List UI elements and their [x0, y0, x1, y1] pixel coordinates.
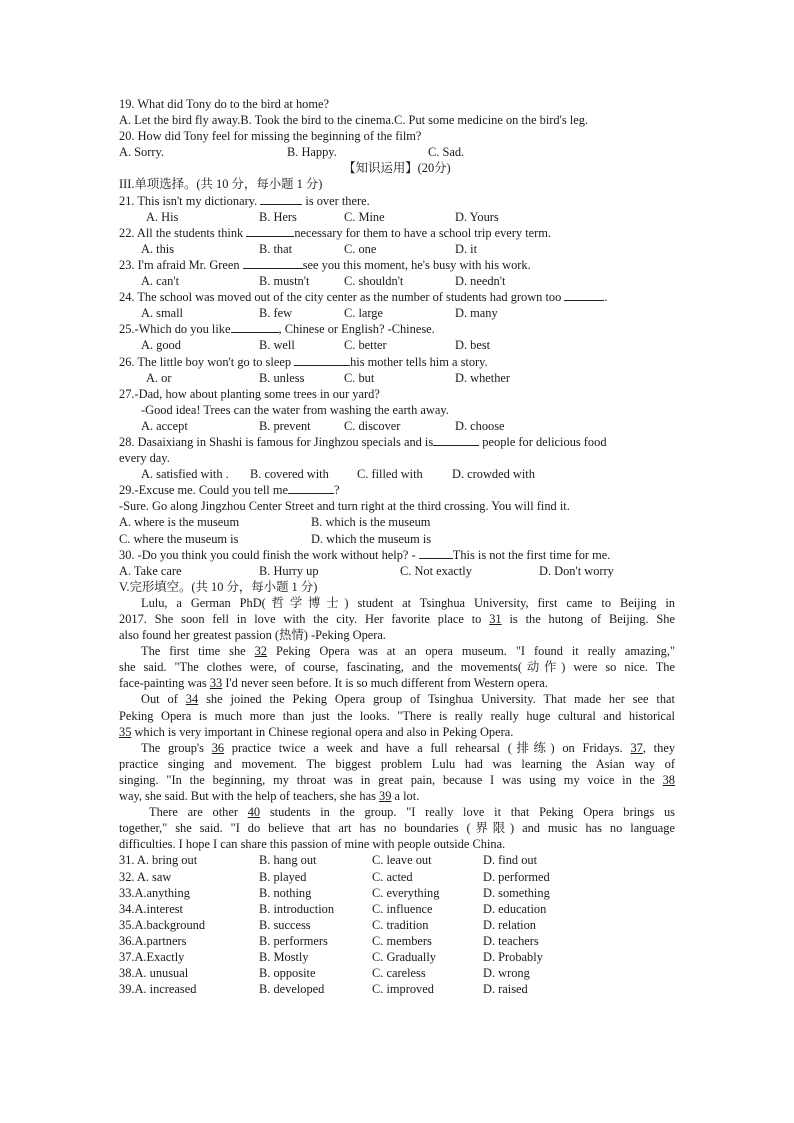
- passage-text: There are other: [149, 805, 248, 820]
- passage-text: 2017. She soon fell in love with the city. Her favorite place to: [119, 612, 490, 626]
- cloze-option-row: [119, 901, 675, 917]
- option-c: C. Sad.: [428, 145, 465, 160]
- answer-blank: [294, 354, 350, 366]
- passage-line: [119, 756, 675, 772]
- question-25: [119, 321, 675, 337]
- passage-text: a lot.: [391, 789, 420, 804]
- passage-line: [119, 788, 675, 804]
- q24-text-a: 24. The school was moved out of the city center as the number of students had grown too: [119, 290, 565, 305]
- blank-number: 39: [379, 789, 392, 804]
- option-a: 34.A.interest: [119, 901, 184, 916]
- q26-text-a: 26. The little boy won't go to sleep: [119, 354, 295, 369]
- answer-blank: [288, 482, 334, 494]
- question-30-options: [119, 563, 675, 579]
- cloze-option-row: [119, 852, 675, 868]
- passage-text: Peking Opera was at an opera museum. "I found it really amazing,": [267, 644, 675, 659]
- answer-blank: [564, 289, 604, 301]
- question-19: [119, 96, 675, 112]
- option-b: B. Hurry up: [259, 563, 319, 578]
- cloze-option-row: [119, 885, 675, 901]
- question-25-options: [119, 337, 675, 353]
- option-c: C. one: [344, 241, 377, 256]
- blank-number: 35: [119, 724, 132, 739]
- option-d: D. something: [483, 885, 550, 900]
- passage-text: is the hutong of Beijing. She: [501, 612, 675, 626]
- section-3-heading: III.单项选择。(共 10 分，每小题 1 分): [119, 177, 323, 192]
- option-c: C. acted: [372, 869, 413, 884]
- question-27: [119, 386, 675, 402]
- question-24-options: [119, 305, 675, 321]
- option-a: 38.A. unusual: [119, 966, 189, 981]
- blank-number: 37: [630, 740, 643, 755]
- question-27-reply: [119, 402, 675, 418]
- option-d: D. Probably: [483, 949, 543, 964]
- answer-blank: [231, 321, 279, 333]
- option-a: 39.A. increased: [119, 982, 197, 997]
- option-b: B. nothing: [259, 885, 312, 900]
- passage-text: together," she said. "I do believe that art has no boundaries (界限) and music has no language: [119, 821, 675, 836]
- cloze-option-row: [119, 933, 675, 949]
- option-a: A. this: [141, 241, 175, 256]
- question-28-cont: [119, 450, 675, 466]
- answer-blank: [246, 225, 294, 237]
- question-30: [119, 547, 675, 563]
- option-a: A. where is the museum: [119, 515, 240, 530]
- passage-line: [119, 595, 675, 611]
- option-d: D. needn't: [455, 274, 506, 289]
- question-26-options: [119, 370, 675, 386]
- option-d: D. Don't worry: [539, 563, 614, 578]
- option-d: D. relation: [483, 917, 536, 932]
- option-b: B. success: [259, 917, 311, 932]
- option-b: B. hang out: [259, 853, 317, 868]
- option-a: A. satisfied with .: [141, 467, 229, 482]
- passage-line: [119, 659, 675, 675]
- option-d: D. wrong: [483, 966, 530, 981]
- blank-number: 40: [247, 805, 261, 820]
- passage-line: [119, 804, 675, 820]
- blank-number: 32: [254, 644, 267, 659]
- option-a: 37.A.Exactly: [119, 949, 185, 964]
- option-c: C. careless: [372, 966, 426, 981]
- passage-line: [119, 611, 675, 627]
- passage-text: The first time she: [141, 644, 255, 659]
- passage-text: , they: [642, 740, 676, 755]
- option-b: B. few: [259, 306, 293, 321]
- question-20: [119, 128, 675, 144]
- passage-text: I'd never seen before. It is so much different from Western opera.: [222, 676, 548, 691]
- passage-line: [119, 820, 675, 836]
- passage-text: she joined the Peking Opera group of Tsinghua University. That made her see that: [198, 692, 675, 707]
- q23-text-b: see you this moment, he's busy with his work.: [302, 257, 531, 272]
- option-d: D. it: [455, 241, 478, 256]
- blank-number: 31: [489, 612, 502, 626]
- q22-text-b: necessary for them to have a school trip every term.: [294, 225, 552, 240]
- option-b: B. that: [259, 241, 293, 256]
- option-a: A. or: [146, 370, 172, 385]
- option-d: D. choose: [455, 418, 505, 433]
- option-a: A. Take care: [119, 563, 182, 578]
- passage-line: [119, 836, 675, 852]
- option-c: C. leave out: [372, 853, 432, 868]
- q25-text-b: , Chinese or English? -Chinese.: [278, 322, 435, 337]
- question-26: [119, 354, 675, 370]
- option-c: C. improved: [372, 982, 434, 997]
- q28-text-b: people for delicious food: [479, 434, 607, 449]
- question-19-options: [119, 112, 675, 128]
- option-d: D. Yours: [455, 209, 499, 224]
- question-23: [119, 257, 675, 273]
- question-21: [119, 193, 675, 209]
- option-c: C. Not exactly: [400, 563, 472, 578]
- passage-text: also found her greatest passion (热情) -Peking Opera.: [119, 628, 387, 643]
- passage-text: students in the group. "I really love it that Peking Opera brings us: [260, 805, 675, 820]
- option-d: D. performed: [483, 869, 550, 884]
- section-5-heading: V.完形填空。(共 10 分，每小题 1 分): [119, 579, 318, 594]
- q24-text-b: .: [604, 290, 608, 305]
- q27-text-a: 27.-Dad, how about planting some trees in our yard?: [119, 386, 380, 401]
- passage-text: she said. "The clothes were, of course, fascinating, and the movements(动作) were so nice. The: [119, 660, 675, 675]
- option-b: B. opposite: [259, 966, 316, 981]
- blank-number: 38: [662, 772, 675, 787]
- blank-number: 36: [211, 740, 225, 755]
- passage-text: which is very important in Chinese regional opera and also in Peking Opera.: [131, 724, 514, 739]
- option-d: D. which the museum is: [311, 531, 432, 546]
- question-29-options-ab: [119, 514, 675, 530]
- question-19-text: 19. What did Tony do to the bird at home?: [119, 97, 329, 111]
- q26-text-b: his mother tells him a story.: [350, 354, 488, 369]
- question-28: [119, 434, 675, 450]
- option-d: D. education: [483, 901, 547, 916]
- option-a: A. can't: [141, 274, 180, 289]
- cloze-passage: [119, 595, 675, 853]
- option-c: C. where the museum is: [119, 531, 239, 546]
- q29-text-b: ?: [333, 483, 340, 498]
- option-b: B. prevent: [259, 418, 311, 433]
- option-c: C. Mine: [344, 209, 385, 224]
- q30-text-b: This is not the first time for me.: [452, 547, 611, 562]
- passage-line: [119, 772, 675, 788]
- passage-text: singing. "In the beginning, my throat was in great pain, because I was using my voice in the: [119, 772, 663, 787]
- answer-blank: [419, 547, 453, 559]
- option-a: A. His: [146, 209, 179, 224]
- passage-text: Peking Opera is much more than just the looks. "There is really really huge cultural and historical: [119, 708, 675, 723]
- option-b: B. performers: [259, 933, 328, 948]
- question-22-options: [119, 241, 675, 257]
- passage-line: [119, 708, 675, 724]
- cloze-option-row: [119, 981, 675, 997]
- q21-text-a: 21. This isn't my dictionary.: [119, 193, 261, 208]
- q25-text-a: 25.-Which do you like: [119, 322, 231, 337]
- option-b: B. Hers: [259, 209, 297, 224]
- blank-number: 34: [185, 692, 199, 707]
- question-29-reply: [119, 498, 675, 514]
- option-a: A. accept: [141, 418, 188, 433]
- cloze-option-row: [119, 869, 675, 885]
- passage-line: [119, 724, 675, 740]
- option-c: C. tradition: [372, 917, 429, 932]
- option-d: D. raised: [483, 982, 528, 997]
- question-29: [119, 482, 675, 498]
- option-a: A. good: [141, 338, 181, 353]
- question-20-text: 20. How did Tony feel for missing the beginning of the film?: [119, 129, 422, 144]
- q22-text-a: 22. All the students think: [119, 225, 247, 240]
- passage-text: practice twice a week and have a full rehearsal (排练) on Fridays.: [224, 740, 631, 755]
- passage-text: Out of: [141, 692, 186, 707]
- option-b: B. mustn't: [259, 274, 310, 289]
- q27-reply-text: -Good idea! Trees can the water from washing the earth away.: [141, 402, 449, 417]
- option-c: C. large: [344, 306, 383, 321]
- option-c: C. shouldn't: [344, 274, 404, 289]
- option-c: C. members: [372, 933, 432, 948]
- blank-number: 33: [209, 676, 223, 691]
- option-a: 35.A.background: [119, 917, 206, 932]
- question-29-options-cd: [119, 531, 675, 547]
- option-c: C. filled with: [357, 467, 423, 482]
- option-b: B. covered with: [250, 467, 329, 482]
- question-28-options: [119, 466, 675, 482]
- option-b: B. played: [259, 869, 307, 884]
- passage-text: Lulu, a German PhD(哲学博士) student at Tsinghua University, first came to Beijing in: [141, 595, 675, 610]
- passage-text: difficulties. I hope I can share this passion of mine with people outside China.: [119, 837, 506, 852]
- q28-text-a: 28. Dasaixiang in Shashi is famous for Jinghzou specials and is: [119, 434, 434, 449]
- question-23-options: [119, 273, 675, 289]
- answer-blank: [433, 434, 479, 446]
- passage-line: [119, 643, 675, 659]
- question-19-options-text: A. Let the bird fly away.B. Took the bird to the cinema.C. Put some medicine on the bird's leg.: [119, 113, 589, 128]
- option-b: B. Happy.: [287, 145, 337, 160]
- option-c: C. everything: [372, 885, 440, 900]
- option-c: C. Gradually: [372, 949, 437, 964]
- section-knowledge-title: 【知识运用】(20分): [343, 161, 451, 176]
- option-a: 32. A. saw: [119, 869, 172, 884]
- q30-text-a: 30. -Do you think you could finish the work without help? -: [119, 547, 419, 562]
- option-b: B. which is the museum: [311, 515, 431, 530]
- passage-line: [119, 675, 675, 691]
- question-24: [119, 289, 675, 305]
- passage-line: [119, 627, 675, 643]
- passage-line: [119, 740, 675, 756]
- option-b: B. Mostly: [259, 949, 309, 964]
- q23-text-a: 23. I'm afraid Mr. Green: [119, 257, 243, 272]
- option-b: B. developed: [259, 982, 325, 997]
- passage-text: The group's: [141, 740, 212, 755]
- option-a: A. small: [141, 306, 183, 321]
- q29-reply-text: -Sure. Go along Jingzhou Center Street and turn right at the third crossing. You will find it.: [119, 499, 570, 514]
- option-a: 31. A. bring out: [119, 853, 198, 868]
- passage-line: [119, 691, 675, 707]
- option-b: B. well: [259, 338, 295, 353]
- question-21-options: [119, 209, 675, 225]
- option-c: C. influence: [372, 901, 433, 916]
- option-d: D. teachers: [483, 933, 539, 948]
- cloze-option-row: [119, 949, 675, 965]
- option-d: D. many: [455, 306, 498, 321]
- cloze-options: [119, 852, 675, 997]
- option-b: B. introduction: [259, 901, 335, 916]
- q29-text-a: 29.-Excuse me. Could you tell me: [119, 483, 288, 498]
- question-27-options: [119, 418, 675, 434]
- question-20-options: [119, 144, 675, 160]
- answer-blank: [243, 257, 303, 269]
- option-d: D. whether: [455, 370, 511, 385]
- question-22: [119, 225, 675, 241]
- option-c: C. but: [344, 370, 375, 385]
- q28-cont-text: every day.: [119, 451, 170, 466]
- option-d: D. best: [455, 338, 491, 353]
- option-d: D. find out: [483, 853, 538, 868]
- option-b: B. unless: [259, 370, 305, 385]
- option-d: D. crowded with: [452, 467, 535, 482]
- exam-page: [119, 96, 675, 997]
- cloze-option-row: [119, 965, 675, 981]
- option-a: 33.A.anything: [119, 885, 190, 900]
- passage-text: practice singing and movement. The biggest problem Lulu had was learning the Asian way of: [119, 756, 675, 771]
- option-c: C. better: [344, 338, 387, 353]
- q21-text-b: is over there.: [302, 193, 370, 208]
- answer-blank: [260, 193, 302, 205]
- passage-text: face-painting was: [119, 676, 210, 691]
- option-c: C. discover: [344, 418, 401, 433]
- cloze-option-row: [119, 917, 675, 933]
- passage-text: way, she said. But with the help of teachers, she has: [119, 789, 380, 804]
- option-a: 36.A.partners: [119, 933, 187, 948]
- option-a: A. Sorry.: [119, 145, 164, 160]
